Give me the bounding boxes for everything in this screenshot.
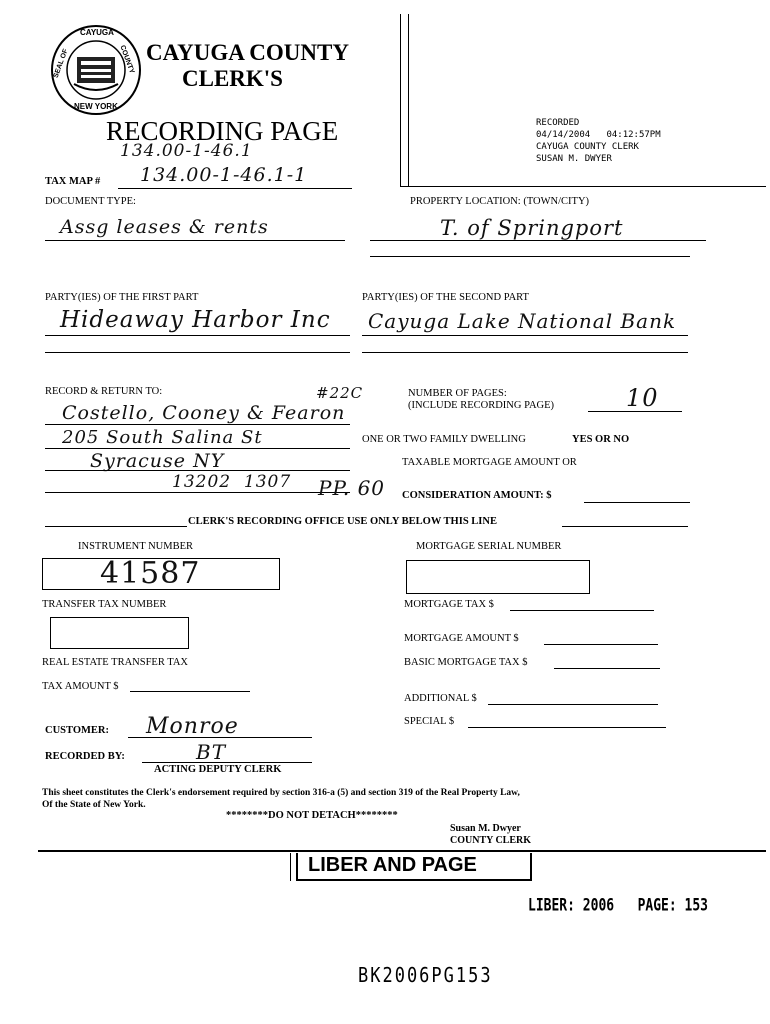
mortgage-amount-line <box>544 644 658 645</box>
seal-text-bottom: NEW YORK <box>74 102 118 111</box>
office-divider-left <box>45 526 187 527</box>
customer-label: CUSTOMER: <box>45 725 109 736</box>
mortgage-tax-line <box>510 610 654 611</box>
pages-value: 10 <box>626 384 659 412</box>
pp-note: PP. 60 <box>318 476 386 500</box>
liber-stamp: LIBER: 2006 PAGE: 153 <box>528 896 709 916</box>
record-return-label: RECORD & RETURN TO: <box>45 386 163 397</box>
consideration-label: CONSIDERATION AMOUNT: $ <box>402 490 552 501</box>
return-line2: 205 South Salina St <box>62 427 263 448</box>
additional-label: ADDITIONAL $ <box>404 693 477 704</box>
county-title-line2: CLERK'S <box>182 66 283 91</box>
tax-amount-label: TAX AMOUNT $ <box>42 681 119 692</box>
second-part-label: PARTY(IES) OF THE SECOND PART <box>362 292 529 303</box>
pages-label-include: (INCLUDE RECORDING PAGE) <box>408 400 555 411</box>
return-line4: 13202 1307 <box>172 472 292 492</box>
tax-map-label: TAX MAP # <box>45 176 101 187</box>
transfer-tax-label: TRANSFER TAX NUMBER <box>42 599 167 610</box>
office-divider-right <box>562 526 688 527</box>
seal-text-left: SEAL OF <box>52 48 70 79</box>
tax-map-line <box>118 188 352 189</box>
footer-rule <box>38 850 766 852</box>
statement-line2: Of the State of New York. <box>42 800 146 810</box>
tax-amount-line <box>130 691 250 692</box>
stamp-box-left-inner <box>408 14 409 186</box>
basic-mortgage-line <box>554 668 660 669</box>
liber-page-label: LIBER AND PAGE <box>308 854 477 876</box>
mortgage-amount-label: MORTGAGE AMOUNT $ <box>404 633 519 644</box>
consideration-line <box>584 502 690 503</box>
county-title-line1: CAYUGA COUNTY <box>146 40 349 65</box>
recorded-by-value: BT <box>196 740 227 764</box>
second-part-line1 <box>362 335 688 336</box>
instrument-value: 41587 <box>100 556 201 591</box>
recorded-by-line <box>142 762 312 763</box>
property-location-line2 <box>370 256 690 257</box>
property-location-line1 <box>370 240 706 241</box>
liber-page-box <box>296 853 532 881</box>
dwelling-options: YES OR NO <box>572 434 630 445</box>
mortgage-serial-label: MORTGAGE SERIAL NUMBER <box>416 541 562 552</box>
return-line1-rule <box>45 424 350 425</box>
transfer-tax-box <box>50 617 189 649</box>
stamp-office: CAYUGA COUNTY CLERK <box>536 142 639 152</box>
stamp-box-bottom <box>400 186 766 187</box>
additional-line <box>488 704 658 705</box>
customer-value: Monroe <box>146 714 239 739</box>
first-part-line2 <box>45 352 350 353</box>
property-location-value: T. of Springport <box>440 216 624 240</box>
clerk-title: COUNTY CLERK <box>450 835 532 846</box>
real-estate-label: REAL ESTATE TRANSFER TAX <box>42 657 189 668</box>
acting-deputy-label: ACTING DEPUTY CLERK <box>154 764 282 775</box>
document-type-value: Assg leases & rents <box>60 216 269 238</box>
stamp-box-left <box>400 14 401 186</box>
seal-text-top: CAYUGA <box>80 28 114 37</box>
bk-stamp: BK2006PG153 <box>358 964 493 988</box>
return-line4-rule <box>45 492 350 493</box>
customer-line <box>128 737 312 738</box>
do-not-detach: ********DO NOT DETACH******** <box>226 810 398 821</box>
mortgage-tax-label: MORTGAGE TAX $ <box>404 599 494 610</box>
mortgage-serial-box <box>406 560 590 594</box>
document-type-label: DOCUMENT TYPE: <box>45 196 136 207</box>
tax-map-hand-top: 134.00-1-46.1 <box>120 141 253 161</box>
clerk-name: Susan M. Dwyer <box>450 823 521 834</box>
office-divider-label: CLERK'S RECORDING OFFICE USE ONLY BELOW THIS LINE <box>188 516 497 527</box>
page-title: RECORDING PAGE <box>106 116 339 146</box>
county-seal <box>50 24 142 116</box>
first-part-label: PARTY(IES) OF THE FIRST PART <box>45 292 199 303</box>
first-part-line1 <box>45 335 350 336</box>
seal-text-right: COUNTY <box>118 44 136 75</box>
property-location-label: PROPERTY LOCATION: (TOWN/CITY) <box>410 196 590 207</box>
second-part-line2 <box>362 352 688 353</box>
stamp-datetime: 04/14/2004 04:12:57PM <box>536 130 661 140</box>
second-part-value: Cayuga Lake National Bank <box>368 309 677 333</box>
return-line1: Costello, Cooney & Fearon <box>62 402 346 424</box>
special-line <box>468 727 666 728</box>
stamp-clerk: SUSAN M. DWYER <box>536 154 612 164</box>
return-line2-rule <box>45 448 350 449</box>
instrument-label: INSTRUMENT NUMBER <box>78 541 194 552</box>
first-part-value: Hideaway Harbor Inc <box>60 307 331 333</box>
basic-mortgage-label: BASIC MORTGAGE TAX $ <box>404 657 528 668</box>
tax-map-value: 134.00-1-46.1-1 <box>140 164 308 186</box>
stamp-recorded: RECORDED <box>536 118 580 128</box>
pages-label: NUMBER OF PAGES: <box>408 388 507 399</box>
statement-line1: This sheet constitutes the Clerk's endorsement required by section 316-a (5) and section 319 of the Real Property Law, <box>42 788 520 798</box>
taxable-mortgage-label: TAXABLE MORTGAGE AMOUNT OR <box>402 457 577 468</box>
return-line3: Syracuse NY <box>90 450 225 472</box>
dwelling-label: ONE OR TWO FAMILY DWELLING <box>362 434 526 445</box>
recorded-by-label: RECORDED BY: <box>45 751 125 762</box>
return-code: #22C <box>316 384 364 402</box>
document-type-line <box>45 240 345 241</box>
special-label: SPECIAL $ <box>404 716 455 727</box>
return-line3-rule <box>45 470 350 471</box>
liber-box-left-rule <box>290 853 291 881</box>
